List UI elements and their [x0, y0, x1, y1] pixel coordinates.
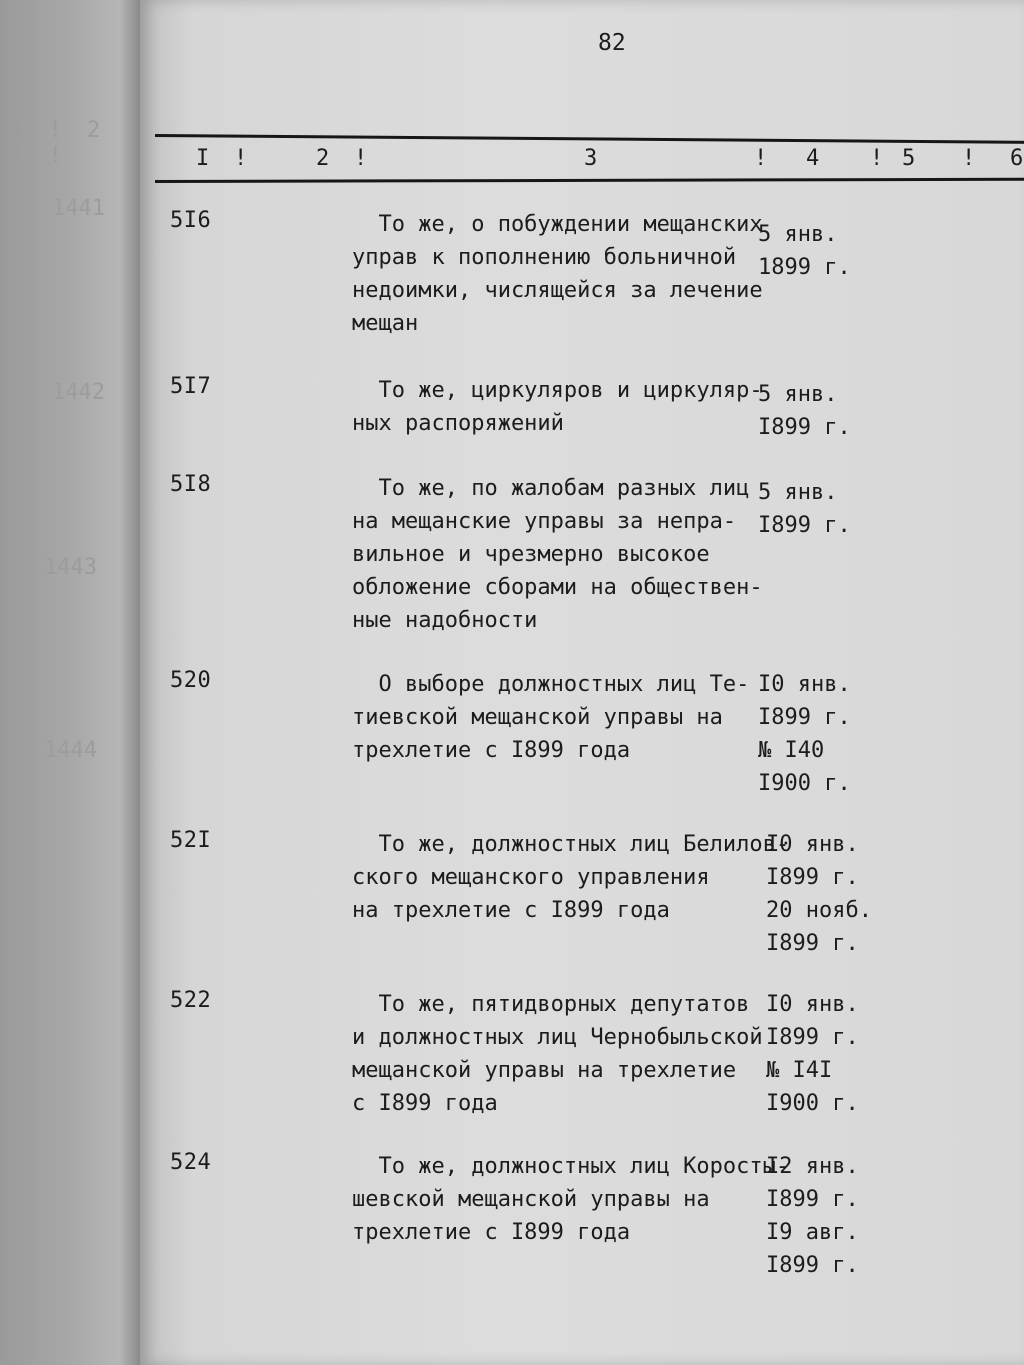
column-header-1: I — [196, 146, 210, 171]
entry-dates — [766, 1150, 859, 1282]
entry-number: 5I7 — [170, 374, 212, 399]
description-line: тиевской мещанской управы на — [352, 705, 723, 730]
facing-page-number: 1442 — [52, 380, 105, 405]
description-line: трехлетие с I899 года — [352, 1220, 631, 1245]
entry-description — [352, 668, 772, 767]
entry-description — [352, 988, 772, 1120]
date-line: I899 г. — [758, 415, 851, 440]
entry-dates — [758, 218, 851, 284]
description-line: с I899 года — [352, 1091, 498, 1116]
date-line: 5 янв. — [758, 222, 838, 247]
description-line: мещанской управы на трехлетие — [352, 1058, 737, 1083]
facing-page-number: 1443 — [44, 555, 97, 580]
description-line: трехлетие с I899 года — [352, 738, 631, 763]
description-line: управ к пополнению больничной — [352, 245, 737, 270]
description-line: и должностных лиц Чернобыльской — [352, 1025, 763, 1050]
date-line: № I40 — [758, 738, 825, 763]
date-line: 5 янв. — [758, 480, 838, 505]
column-header-4: 4 — [806, 146, 820, 171]
entry-description — [352, 208, 772, 340]
entry-number: 5I8 — [170, 472, 212, 497]
date-line: I0 янв. — [766, 832, 859, 857]
facing-page — [0, 0, 140, 1365]
description-line: То же, по жалобам разных лиц — [352, 476, 750, 501]
entry-number: 522 — [170, 988, 212, 1013]
description-line: вильное и чрезмерно высокое — [352, 542, 710, 567]
table-header-bottom-rule — [155, 178, 1024, 183]
date-line: I900 г. — [766, 1091, 859, 1116]
date-line: I899 г. — [766, 1025, 859, 1050]
column-separator: ! — [754, 146, 768, 171]
date-line: I0 янв. — [766, 992, 859, 1017]
date-line: 1899 г. — [758, 255, 851, 280]
date-line: 20 нояб. — [766, 898, 872, 923]
date-line: I9 авг. — [766, 1220, 859, 1245]
facing-page-number: 1441 — [52, 196, 105, 221]
description-line: ных распоряжений — [352, 411, 564, 436]
description-line: То же, пятидворных депутатов — [352, 992, 750, 1017]
date-line: I899 г. — [766, 1253, 859, 1278]
column-separator: ! — [354, 146, 368, 171]
entry-description — [352, 374, 772, 440]
description-line: на трехлетие с I899 года — [352, 898, 670, 923]
date-line: I899 г. — [758, 705, 851, 730]
description-line: обложение сборами на обществен- — [352, 575, 763, 600]
facing-page-header: 1 ! 2 ! ! — [10, 118, 107, 168]
description-line: То же, циркуляров и циркуляр- — [352, 378, 763, 403]
column-header-2: 2 — [316, 146, 330, 171]
column-header-5: 5 — [902, 146, 916, 171]
entry-description — [352, 472, 772, 637]
description-line: То же, о побуждении мещанских — [352, 212, 763, 237]
entry-description — [352, 828, 790, 927]
date-line: I899 г. — [758, 513, 851, 538]
description-line: ского мещанского управления — [352, 865, 710, 890]
column-separator: ! — [234, 146, 248, 171]
entry-dates — [766, 828, 872, 960]
date-line: 5 янв. — [758, 382, 838, 407]
date-line: I2 янв. — [766, 1154, 859, 1179]
table-header-top-rule — [155, 134, 1024, 144]
description-line: ные надобности — [352, 608, 538, 633]
description-line: То же, должностных лиц Коросты- — [352, 1154, 790, 1179]
entry-description — [352, 1150, 790, 1249]
entry-number: 5I6 — [170, 208, 212, 233]
column-header-3: 3 — [584, 146, 598, 171]
description-line: на мещанские управы за непра- — [352, 509, 737, 534]
description-line: О выборе должностных лиц Те- — [352, 672, 750, 697]
document-page — [140, 0, 1024, 1365]
description-line: мещан — [352, 311, 419, 336]
entry-number: 520 — [170, 668, 212, 693]
page-number: 82 — [598, 30, 626, 56]
date-line: I899 г. — [766, 931, 859, 956]
date-line: I899 г. — [766, 1187, 859, 1212]
date-line: I899 г. — [766, 865, 859, 890]
entry-number: 52I — [170, 828, 212, 853]
date-line: № I4I — [766, 1058, 833, 1083]
date-line: I900 г. — [758, 771, 851, 796]
entry-dates — [758, 378, 851, 444]
entry-number: 524 — [170, 1150, 212, 1175]
description-line: То же, должностных лиц Белилов- — [352, 832, 790, 857]
facing-page-number: 1444 — [44, 738, 97, 763]
column-separator: ! — [870, 146, 884, 171]
description-line: шевской мещанской управы на — [352, 1187, 710, 1212]
entry-dates — [758, 476, 851, 542]
entry-dates — [758, 668, 851, 800]
description-line: недоимки, числящейся за лечение — [352, 278, 763, 303]
column-header-6: 6 — [1010, 146, 1024, 171]
date-line: I0 янв. — [758, 672, 851, 697]
column-separator: ! — [962, 146, 976, 171]
entry-dates — [766, 988, 859, 1120]
